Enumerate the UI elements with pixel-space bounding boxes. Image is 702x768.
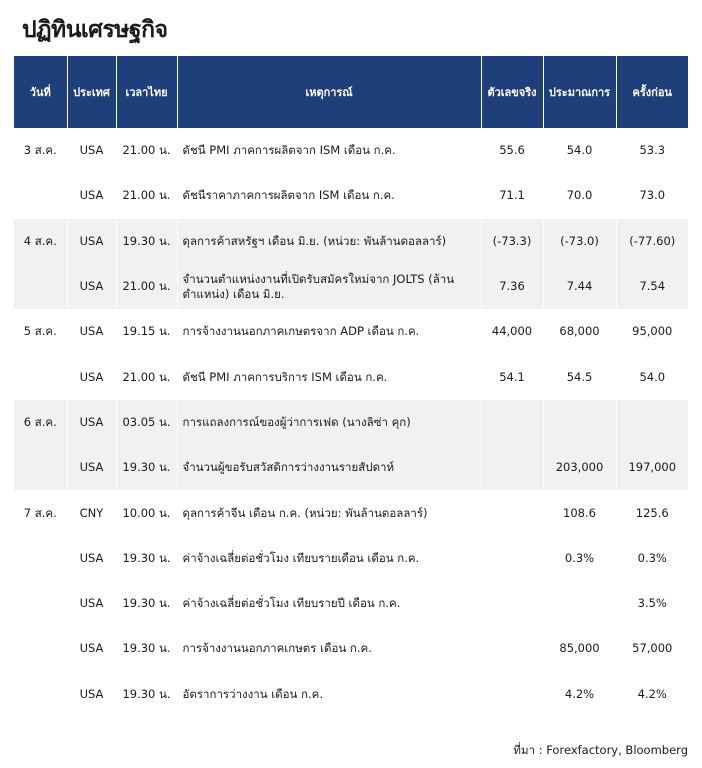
cell-date	[14, 173, 67, 218]
cell-event: การจ้างงานนอกภาคเกษตรจาก ADP เดือน ก.ค.	[177, 309, 481, 354]
table-row	[14, 672, 688, 717]
economic-calendar-table	[14, 56, 688, 717]
table-row	[14, 354, 688, 399]
table-row	[14, 309, 688, 354]
cell-date: 5 ส.ค.	[23, 324, 57, 339]
cell-time: 21.00 น.	[116, 264, 177, 309]
table-row	[14, 490, 688, 535]
cell-actual: 44,000	[481, 309, 543, 354]
cell-date	[14, 626, 67, 671]
header-forecast: ประมาณการ	[543, 56, 616, 128]
cell-previous: 125.6	[616, 490, 688, 535]
header-previous: ครั้งก่อน	[616, 56, 688, 128]
cell-forecast: 68,000	[543, 309, 616, 354]
cell-time: 19.30 น.	[116, 581, 177, 626]
table-row	[14, 536, 688, 581]
cell-time: 19.30 น.	[116, 536, 177, 581]
cell-date: 3 ส.ค.	[23, 143, 57, 158]
cell-date	[14, 445, 67, 490]
cell-event: ดุลการค้าสหรัฐฯ เดือน มิ.ย. (หน่วย: พันล้านดอลลาร์)	[177, 219, 481, 264]
cell-event: ค่าจ้างเฉลี่ยต่อชั่วโมง เทียบรายเดือน เดือน ก.ค.	[177, 536, 481, 581]
cell-previous: 3.5%	[616, 581, 688, 626]
cell-previous: 73.0	[616, 173, 688, 218]
cell-event: อัตราการว่างงาน เดือน ก.ค.	[177, 672, 481, 717]
table-row	[14, 581, 688, 626]
cell-actual	[481, 400, 543, 445]
cell-previous: 54.0	[616, 354, 688, 399]
cell-actual	[481, 626, 543, 671]
header-time: เวลาไทย	[116, 56, 177, 128]
cell-country: USA	[67, 128, 116, 173]
table-row	[14, 173, 688, 218]
cell-actual: 54.1	[481, 354, 543, 399]
cell-event: จำนวนตำแหน่งงานที่เปิดรับสมัครใหม่จาก JOLTS (ล้านตำแหน่ง) เดือน มิ.ย.	[177, 264, 481, 309]
cell-forecast: 85,000	[543, 626, 616, 671]
cell-date	[14, 536, 67, 581]
cell-time: 19.30 น.	[116, 445, 177, 490]
table-row	[14, 264, 688, 309]
cell-country: USA	[67, 536, 116, 581]
cell-date: 6 ส.ค.	[14, 400, 67, 445]
cell-actual: 71.1	[481, 173, 543, 218]
table-row	[14, 219, 688, 264]
cell-country: USA	[67, 445, 116, 490]
cell-forecast: 0.3%	[543, 536, 616, 581]
cell-forecast: 54.5	[543, 354, 616, 399]
cell-actual: 7.36	[481, 264, 543, 309]
cell-previous: 57,000	[616, 626, 688, 671]
cell-event: การจ้างงานนอกภาคเกษตร เดือน ก.ค.	[177, 626, 481, 671]
cell-date	[14, 672, 67, 717]
cell-country: USA	[67, 626, 116, 671]
header-event: เหตุการณ์	[177, 56, 481, 128]
source-note: ที่มา : Forexfactory, Bloomberg	[513, 743, 688, 757]
cell-time: 03.05 น.	[116, 400, 177, 445]
cell-country: USA	[67, 264, 116, 309]
cell-time: 19.30 น.	[116, 672, 177, 717]
cell-country: USA	[67, 354, 116, 399]
cell-actual	[481, 445, 543, 490]
header-date: วันที่	[14, 56, 67, 128]
cell-time: 21.00 น.	[116, 354, 177, 399]
cell-event: ดัชนี PMI ภาคการบริการ ISM เดือน ก.ค.	[177, 354, 481, 399]
cell-previous: 0.3%	[616, 536, 688, 581]
cell-forecast: 54.0	[543, 128, 616, 173]
cell-date: 4 ส.ค.	[14, 219, 67, 264]
table-row	[14, 445, 688, 490]
cell-time: 10.00 น.	[116, 490, 177, 535]
cell-time: 21.00 น.	[116, 173, 177, 218]
cell-country: USA	[67, 581, 116, 626]
cell-previous: 95,000	[616, 309, 688, 354]
cell-event: ดุลการค้าจีน เดือน ก.ค. (หน่วย: พันล้านดอลลาร์)	[177, 490, 481, 535]
cell-actual	[481, 581, 543, 626]
cell-actual	[481, 672, 543, 717]
cell-forecast: 203,000	[543, 445, 616, 490]
cell-date: 7 ส.ค.	[23, 505, 57, 520]
cell-actual: 55.6	[481, 128, 543, 173]
cell-forecast: 70.0	[543, 173, 616, 218]
page-title: ปฏิทินเศรษฐกิจ	[22, 17, 168, 43]
cell-event: จำนวนผู้ขอรับสวัสดิการว่างงานรายสัปดาห์	[177, 445, 481, 490]
cell-previous: 7.54	[616, 264, 688, 309]
cell-previous: 4.2%	[616, 672, 688, 717]
cell-previous: 197,000	[616, 445, 688, 490]
cell-country: USA	[67, 672, 116, 717]
cell-forecast: 7.44	[543, 264, 616, 309]
cell-actual: (-73.3)	[481, 219, 543, 264]
table-row	[14, 400, 688, 445]
cell-event: การแถลงการณ์ของผู้ว่าการเฟด (นางลิซ่า คุก)	[177, 400, 481, 445]
table-header-row	[14, 56, 688, 128]
cell-actual	[481, 536, 543, 581]
cell-time: 19.30 น.	[116, 219, 177, 264]
cell-country: USA	[67, 219, 116, 264]
cell-actual	[481, 490, 543, 535]
cell-event: ดัชนีราคาภาคการผลิตจาก ISM เดือน ก.ค.	[177, 173, 481, 218]
header-country: ประเทศ	[67, 56, 116, 128]
cell-country: USA	[67, 309, 116, 354]
cell-date	[14, 354, 67, 399]
cell-forecast	[543, 400, 616, 445]
header-actual: ตัวเลขจริง	[481, 56, 543, 128]
cell-forecast: 4.2%	[543, 672, 616, 717]
cell-forecast	[543, 581, 616, 626]
cell-time: 21.00 น.	[116, 128, 177, 173]
cell-time: 19.15 น.	[116, 309, 177, 354]
cell-country: CNY	[67, 490, 116, 535]
table-row	[14, 128, 688, 173]
table-row	[14, 626, 688, 671]
cell-date	[14, 264, 67, 309]
cell-event: ดัชนี PMI ภาคการผลิตจาก ISM เดือน ก.ค.	[177, 128, 481, 173]
cell-previous: 53.3	[616, 128, 688, 173]
cell-country: USA	[67, 400, 116, 445]
cell-previous	[616, 400, 688, 445]
cell-forecast: (-73.0)	[543, 219, 616, 264]
cell-forecast: 108.6	[543, 490, 616, 535]
cell-date	[14, 581, 67, 626]
cell-time: 19.30 น.	[116, 626, 177, 671]
cell-previous: (-77.60)	[616, 219, 688, 264]
cell-event: ค่าจ้างเฉลี่ยต่อชั่วโมง เทียบรายปี เดือน ก.ค.	[177, 581, 481, 626]
cell-country: USA	[67, 173, 116, 218]
